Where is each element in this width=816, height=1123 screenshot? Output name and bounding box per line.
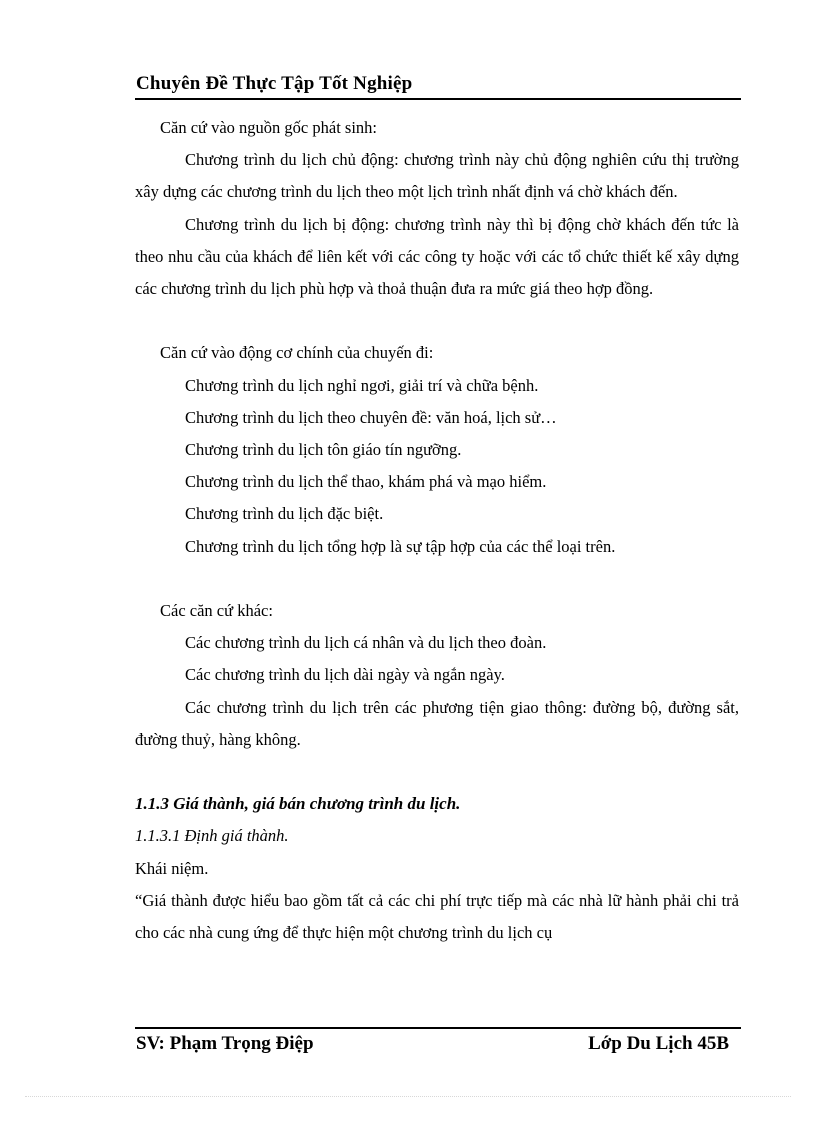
footer-class-name: Lớp Du Lịch 45B: [588, 1033, 729, 1054]
list-item-motive: Chương trình du lịch đặc biệt.: [185, 504, 384, 524]
list-item-motive: Chương trình du lịch theo chuyên đề: văn hoá, lịch sử…: [185, 407, 557, 427]
blank-line: [135, 563, 739, 595]
blank-line: [135, 305, 739, 337]
list-item-motive: Chương trình du lịch tổng hợp là sự tập hợp của các thể loại trên.: [185, 536, 616, 556]
list-item-other: Các chương trình du lịch trên các phương tiện giao thông: đường bộ, đường sắt, đường thuỷ, hàng không.: [135, 697, 739, 749]
paragraph-motive-basis: Căn cứ vào động cơ chính của chuyến đi:: [160, 343, 434, 363]
list-item-motive: Chương trình du lịch nghỉ ngơi, giải trí và chữa bệnh.: [185, 375, 539, 395]
document-body: [135, 112, 739, 949]
footer-student-name: SV: Phạm Trọng Điệp: [136, 1033, 314, 1054]
list-item-motive: Chương trình du lịch thể thao, khám phá và mạo hiểm.: [185, 472, 547, 492]
concept-definition: “Giá thành được hiểu bao gồm tất cả các chi phí trực tiếp mà các nhà lữ hành phải chi trả cho các nhà cung ứng để thực hiện một chương trình du lịch cụ: [135, 890, 739, 943]
page-header-title: Chuyên Đề Thực Tập Tốt Nghiệp: [136, 73, 413, 94]
list-item-other: Các chương trình du lịch dài ngày và ngắn ngày.: [185, 665, 505, 685]
paragraph-passive-program: Chương trình du lịch bị động: chương trình này thì bị động chờ khách đến tức là theo nhu cầu của khách để liên kết với các công ty hoặc với các tổ chức thiết kế xây dựng các chương trình du lịch phù hợp và thoả thuận đưa ra mức giá theo hợp đồng.: [135, 214, 739, 299]
section-heading: 1.1.3 Giá thành, giá bán chương trình du lịch.: [135, 794, 461, 814]
paragraph-origin-basis: Căn cứ vào nguồn gốc phát sinh:: [160, 118, 377, 137]
blank-line: [135, 756, 739, 788]
concept-label: Khái niệm.: [135, 858, 209, 878]
subsection-heading: 1.1.3.1 Định giá thành.: [135, 826, 289, 846]
footer-divider: [135, 1027, 741, 1029]
paragraph-other-basis: Các căn cứ khác:: [160, 601, 273, 621]
page-bottom-edge: [25, 1096, 791, 1097]
paragraph-active-program: Chương trình du lịch chủ động: chương trình này chủ động nghiên cứu thị trường xây dựng các chương trình du lịch theo một lịch trình nhất định vá chờ khách đến.: [135, 150, 739, 202]
list-item-motive: Chương trình du lịch tôn giáo tín ngưỡng.: [185, 440, 462, 460]
list-item-other: Các chương trình du lịch cá nhân và du lịch theo đoàn.: [185, 633, 547, 653]
header-divider: [135, 98, 741, 100]
